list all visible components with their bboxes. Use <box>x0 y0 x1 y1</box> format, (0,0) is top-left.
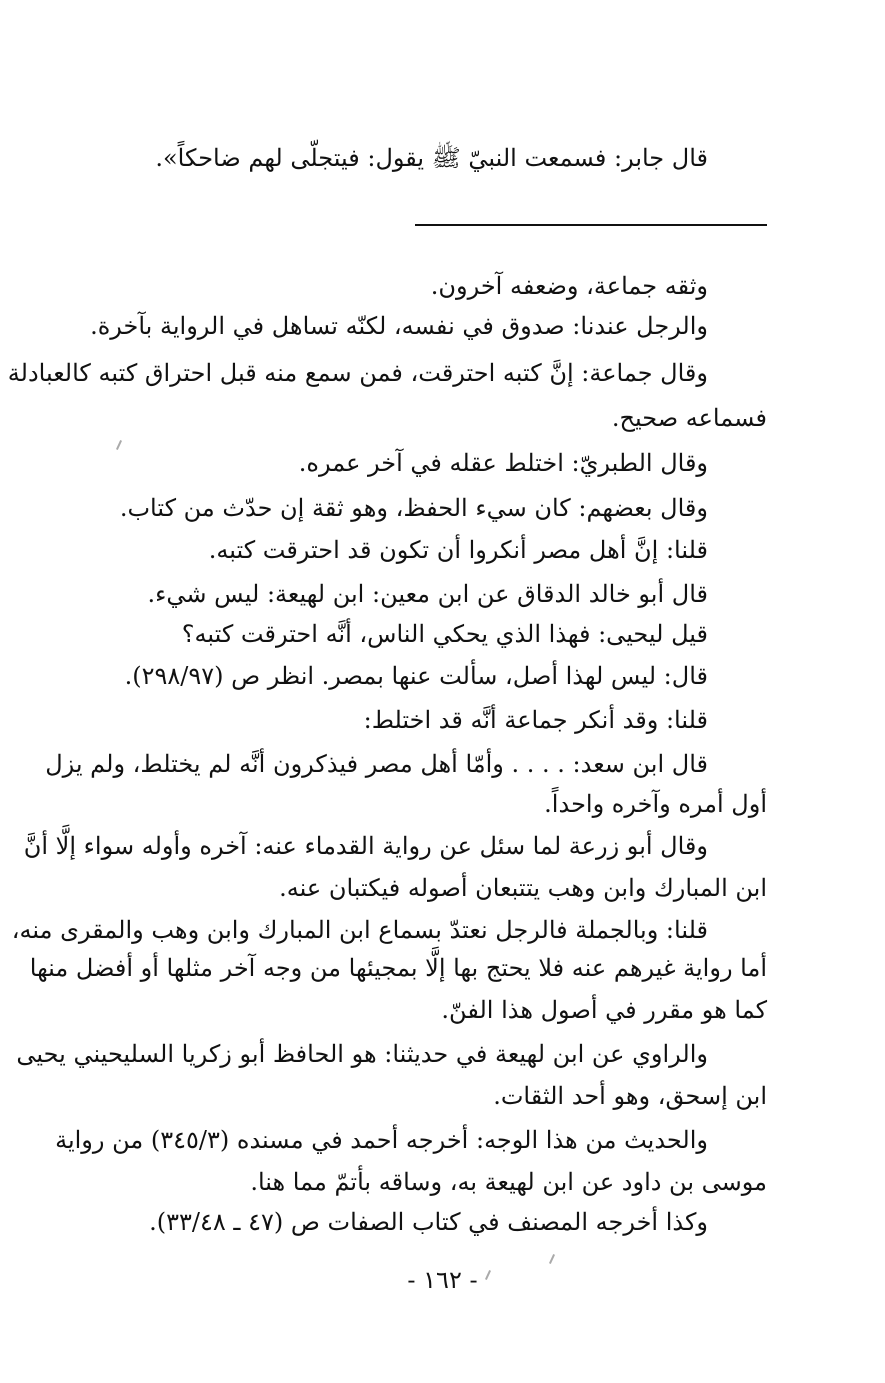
note-line-16: قلنا: وبالجملة فالرجل نعتدّ بسماع ابن المبارك وابن وهب والمقرى منه، <box>11 916 708 944</box>
note-line-9: قيل ليحيى: فهذا الذي يحكي الناس، أنَّه احترقت كتبه؟ <box>181 620 708 648</box>
note-line-8: قال أبو خالد الدقاق عن ابن معين: ابن لهيعة: ليس شيء. <box>147 580 708 608</box>
note-line-1: وثقه جماعة، وضعفه آخرون. <box>430 272 708 300</box>
note-line-12: قال ابن سعد: . . . . وأمّا أهل مصر فيذكرون أنَّه لم يختلط، ولم يزل <box>45 750 708 778</box>
note-line-23: وكذا أخرجه المصنف في كتاب الصفات ص (٤٧ ـ ٣٣/٤٨). <box>149 1208 708 1236</box>
note-line-2: والرجل عندنا: صدوق في نفسه، لكنّه تساهل في الرواية بآخرة. <box>90 312 708 340</box>
page-number: - ١٦٢ - <box>407 1266 478 1294</box>
note-line-3: وقال جماعة: إنَّ كتبه احترقت، فمن سمع منه قبل احتراق كتبه كالعبادلة <box>7 359 708 387</box>
hadith-closing-line: قال جابر: فسمعت النبيّ ﷺ يقول: فيتجلّى لهم ضاحكاً». <box>155 144 708 172</box>
note-line-6: وقال بعضهم: كان سيء الحفظ، وهو ثقة إن حدّث من كتاب. <box>119 494 708 522</box>
note-line-13: أول أمره وآخره واحداً. <box>544 790 767 818</box>
note-line-20: ابن إسحق، وهو أحد الثقات. <box>493 1082 767 1110</box>
note-line-17: أما رواية غيرهم عنه فلا يحتج بها إلَّا بمجيئها من وجه آخر مثلها أو أفضل منها <box>29 954 767 982</box>
footnote-divider <box>415 224 767 226</box>
note-line-4: فسماعه صحيح. <box>611 404 767 432</box>
note-line-19: والراوي عن ابن لهيعة في حديثنا: هو الحافظ أبو زكريا السليحيني يحيى <box>16 1040 708 1068</box>
scan-speck <box>116 440 122 450</box>
note-line-15: ابن المبارك وابن وهب يتتبعان أصوله فيكتبان عنه. <box>279 874 767 902</box>
note-line-5: وقال الطبريّ: اختلط عقله في آخر عمره. <box>298 449 708 477</box>
note-line-11: قلنا: وقد أنكر جماعة أنَّه قد اختلط: <box>363 706 708 734</box>
note-line-18: كما هو مقرر في أصول هذا الفنّ. <box>441 996 767 1024</box>
note-line-22: موسى بن داود عن ابن لهيعة به، وساقه بأتمّ مما هنا. <box>250 1168 767 1196</box>
note-line-7: قلنا: إنَّ أهل مصر أنكروا أن تكون قد احترقت كتبه. <box>208 536 708 564</box>
note-line-10: قال: ليس لهذا أصل، سألت عنها بمصر. انظر ص (٢٩٨/٩٧). <box>124 662 708 690</box>
note-line-14: وقال أبو زرعة لما سئل عن رواية القدماء عنه: آخره وأوله سواء إلَّا أنَّ <box>23 832 708 860</box>
note-line-21: والحديث من هذا الوجه: أخرجه أحمد في مسنده (٣٤٥/٣) من رواية <box>55 1126 708 1154</box>
